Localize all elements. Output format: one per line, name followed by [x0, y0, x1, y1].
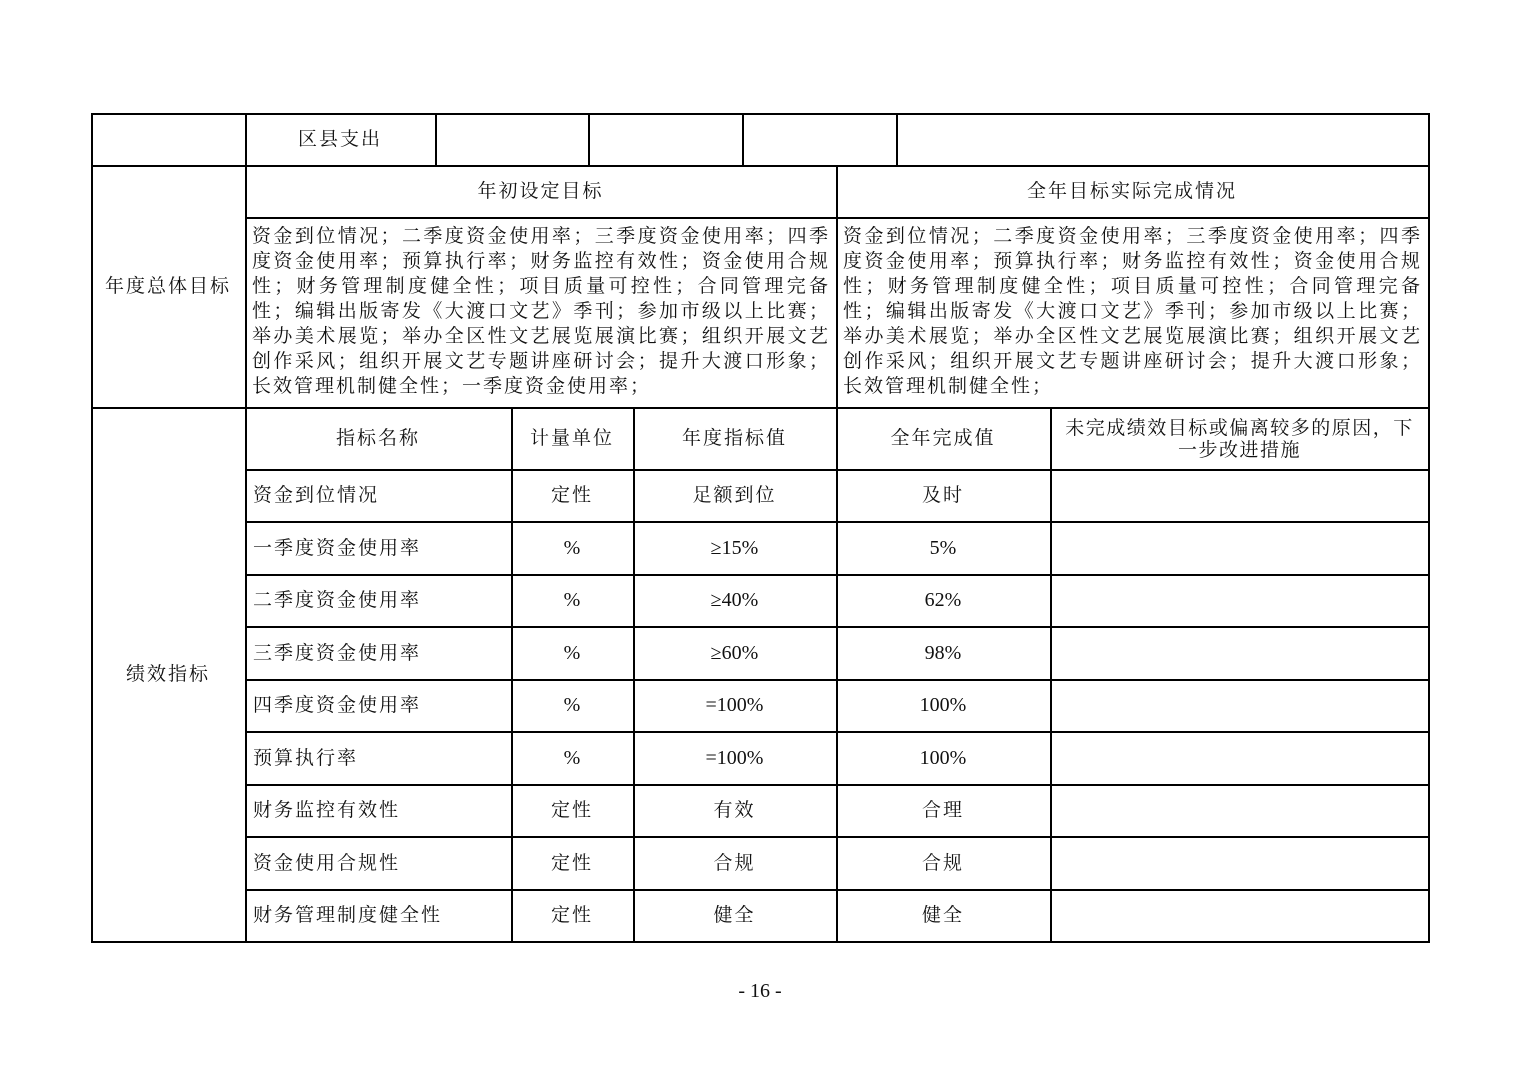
indicator-name: 三季度资金使用率	[253, 641, 422, 664]
grid-line	[1428, 113, 1430, 943]
actual-goals-text: 资金到位情况；二季度资金使用率；三季度资金使用率；四季度资金使用率；预算执行率；财务监控有效性；资金使用合规性；财务管理制度健全性；项目质量可控性；合同管理完备性；编辑出版寄发《大渡口文艺》季刊；参加市级以上比赛；举办美术展览；举办全区性文艺展览展演比赛；组织开展文艺创作采风；组织开展文艺专题讲座研讨会；提升大渡口形象；长效管理机制健全性；	[843, 225, 1422, 397]
annual-goals-label: 年度总体目标	[104, 275, 231, 297]
indicator-actual: 5%	[929, 536, 957, 559]
indicator-name: 二季度资金使用率	[253, 589, 422, 611]
header-indicator-name: 指标名称	[335, 427, 420, 449]
indicator-unit: %	[563, 589, 581, 611]
indicator-actual: 100%	[919, 746, 967, 769]
indicator-target: ≥60%	[710, 641, 759, 664]
indicator-actual: 健全	[921, 904, 964, 926]
indicator-reason	[1051, 627, 1428, 679]
grid-line	[435, 113, 437, 166]
indicator-actual: 及时	[921, 484, 964, 506]
indicator-reason	[1051, 890, 1428, 941]
indicator-target: 合规	[713, 851, 756, 874]
grid-line	[588, 113, 590, 166]
indicator-reason	[1051, 680, 1428, 731]
indicator-target: 有效	[713, 799, 756, 821]
indicator-actual: 62%	[924, 589, 962, 611]
indicator-name: 四季度资金使用率	[253, 694, 422, 716]
indicator-name: 资金到位情况	[253, 484, 380, 506]
indicator-target: ≥40%	[710, 589, 759, 611]
indicator-name: 一季度资金使用率	[253, 536, 422, 559]
indicator-reason	[1051, 575, 1428, 626]
header-reason: 未完成绩效目标或偏离较多的原因，下一步改进措施	[1065, 416, 1414, 461]
indicator-name: 财务管理制度健全性	[253, 904, 443, 926]
header-annual-target: 年度指标值	[681, 427, 787, 449]
indicator-target: =100%	[705, 694, 764, 716]
indicator-unit: %	[563, 641, 581, 664]
actual-goals-header: 全年目标实际完成情况	[1026, 180, 1237, 202]
grid-line	[245, 217, 1430, 219]
indicator-unit: %	[563, 536, 581, 559]
page-number: - 16 -	[738, 980, 782, 1002]
indicator-unit: 定性	[550, 799, 593, 821]
indicator-unit: %	[563, 694, 581, 716]
header-actual-value: 全年完成值	[890, 427, 996, 449]
county-expense-label: 区县支出	[297, 128, 382, 150]
grid-line	[896, 113, 898, 166]
indicator-actual: 合规	[921, 851, 964, 874]
indicator-target: 健全	[713, 904, 756, 926]
indicator-reason	[1051, 470, 1428, 521]
header-unit: 计量单位	[529, 427, 614, 449]
indicator-actual: 98%	[924, 641, 962, 664]
indicator-reason	[1051, 837, 1428, 889]
indicator-unit: %	[563, 746, 581, 769]
grid-line	[91, 941, 1430, 943]
indicator-unit: 定性	[550, 851, 593, 874]
indicator-name: 预算执行率	[253, 746, 359, 769]
indicator-reason	[1051, 522, 1428, 574]
indicator-name: 资金使用合规性	[253, 851, 401, 874]
indicator-name: 财务监控有效性	[253, 799, 401, 821]
indicator-target: =100%	[705, 746, 764, 769]
indicator-reason	[1051, 785, 1428, 836]
indicator-target: ≥15%	[710, 536, 759, 559]
initial-goals-header: 年初设定目标	[477, 180, 604, 202]
indicators-label: 绩效指标	[125, 663, 210, 685]
indicator-actual: 100%	[919, 694, 967, 716]
indicator-unit: 定性	[550, 904, 593, 926]
indicator-actual: 合理	[921, 799, 964, 821]
indicator-target: 足额到位	[692, 484, 777, 506]
indicator-reason	[1051, 732, 1428, 784]
grid-line	[742, 113, 744, 166]
initial-goals-text: 资金到位情况；二季度资金使用率；三季度资金使用率；四季度资金使用率；预算执行率；财务监控有效性；资金使用合规性；财务管理制度健全性；项目质量可控性；合同管理完备性；编辑出版寄发《大渡口文艺》季刊；参加市级以上比赛；举办美术展览；举办全区性文艺展览展演比赛；组织开展文艺创作采风；组织开展文艺专题讲座研讨会；提升大渡口形象；长效管理机制健全性；一季度资金使用率；	[252, 225, 830, 397]
indicator-unit: 定性	[550, 484, 593, 506]
